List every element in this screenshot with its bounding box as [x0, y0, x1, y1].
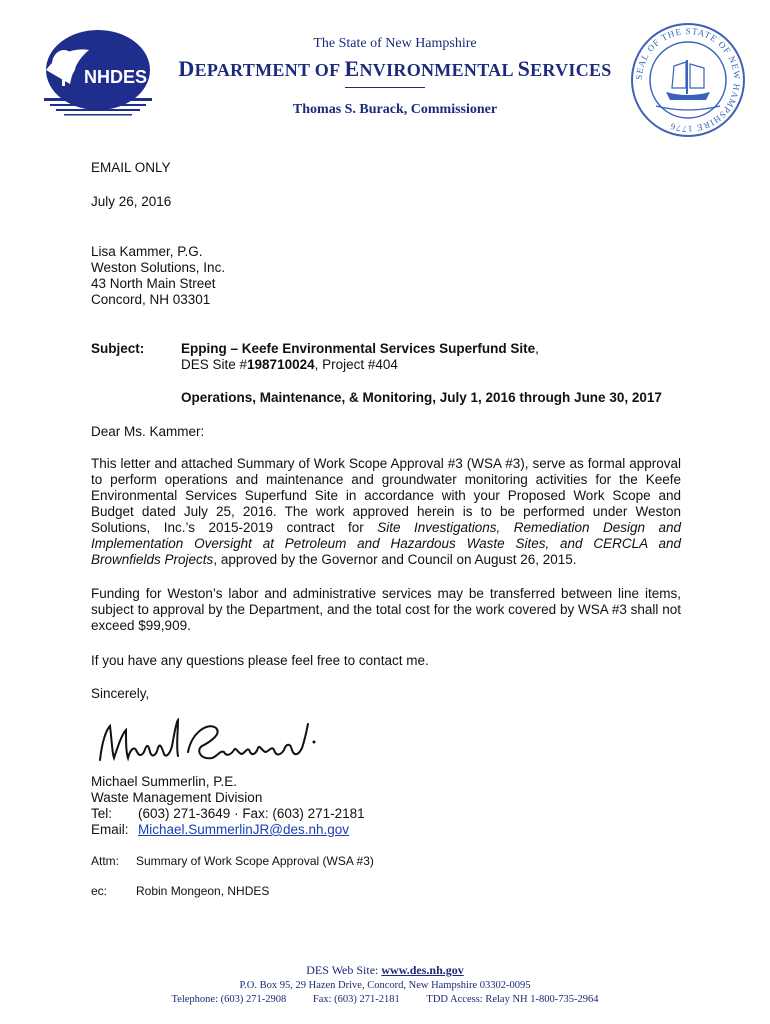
state-seal [630, 22, 746, 138]
subject-site-prefix: DES Site # [181, 357, 248, 372]
signer-email-label: Email: [91, 822, 129, 837]
footer-contacts [0, 994, 770, 1005]
department-word-2-rest: NVIRONMENTAL [359, 60, 518, 80]
footer-website-label: DES Web Site: [306, 963, 382, 977]
recipient-company: Weston Solutions, Inc. [91, 260, 226, 275]
contract-title: Site Investigations, Remediation Design and Implementation Oversight at Petroleum and Hazardous Waste Sites, and CERCLA and Brownfields Projects [91, 520, 681, 567]
footer-tdd: TDD Access: Relay NH 1-800-735-2964 [426, 994, 599, 1005]
subject-line-3: Operations, Maintenance, & Monitoring, July 1, 2016 through June 30, 2017 [181, 390, 662, 405]
department-word-1-initial: D [178, 56, 195, 81]
footer-address: P.O. Box 95, 29 Hazen Drive, Concord, New Hampshire 03302-0095 [239, 980, 531, 991]
subject-line-2 [181, 357, 398, 373]
letter-date: July 26, 2016 [91, 194, 172, 209]
department-word-3-rest: ERVICES [530, 60, 612, 80]
footer-website-link[interactable]: www.des.nh.gov [381, 963, 464, 977]
signer-tel-fax: (603) 271-3649 · Fax: (603) 271-2181 [138, 806, 365, 821]
paragraph-1-end: , approved by the Governor and Council on August 26, 2015. [213, 552, 577, 567]
footer-telephone: Telephone: (603) 271-2908 [171, 994, 287, 1005]
department-word-2-initial: E [344, 56, 360, 81]
subject-line-1-tail: , [535, 341, 539, 356]
signer-tel-label: Tel: [91, 806, 113, 821]
paragraph-2: Funding for Weston’s labor and administrative services may be transferred between line items, subject to approval by the Department, and the total cost for the work covered by WSA #3 shall not exceed $99,909. [91, 586, 681, 633]
subject-site-name: Epping – Keefe Environmental Services Superfund Site [181, 341, 536, 356]
handwritten-signature [92, 712, 332, 774]
attachments-value: Summary of Work Scope Approval (WSA #3) [136, 854, 374, 868]
closing: Sincerely, [91, 686, 150, 701]
cc-label: ec: [91, 884, 108, 898]
attachments-label: Attm: [91, 854, 120, 868]
state-name: The State of New Hampshire [313, 36, 477, 51]
cc-value: Robin Mongeon, NHDES [136, 884, 270, 898]
footer-fax: Fax: (603) 271-2181 [312, 994, 400, 1005]
nhdes-logo [34, 26, 164, 126]
nhdes-logo-text: NHDES [84, 67, 148, 87]
letterhead-divider [345, 87, 425, 88]
commissioner-line: Thomas S. Burack, Commissioner [292, 102, 498, 117]
subject-site-number: 198710024 [247, 357, 315, 372]
paragraph-1-text: This letter and attached Summary of Work Scope Approval #3 (WSA #3), serve as formal approval to perform operations and maintenance and groundwater monitoring activities for the Keefe Environmental Services Superfund Site in accordance with your Proposed Work Scope and Budget dated July 25, 2016. The work approved herein is to be performed under Weston Solutions, Inc.’s 2015-2019 contract for [91, 456, 681, 535]
department-name [170, 56, 620, 82]
recipient-street: 43 North Main Street [91, 276, 216, 291]
seal-text: SEAL OF THE STATE OF NEW HAMPSHIRE 1776 [633, 25, 743, 135]
signer-name: Michael Summerlin, P.E. [91, 774, 238, 789]
paragraph-3: If you have any questions please feel free to contact me. [91, 653, 429, 668]
salutation: Dear Ms. Kammer: [91, 424, 205, 439]
recipient-city: Concord, NH 03301 [91, 292, 211, 307]
department-word-3-initial: S [517, 56, 531, 81]
subject-project: , Project #404 [314, 357, 398, 372]
subject-label: Subject: [91, 341, 145, 356]
recipient-name: Lisa Kammer, P.G. [91, 244, 203, 259]
department-word-1-rest: EPARTMENT OF [194, 60, 345, 80]
subject-line-1 [181, 341, 539, 357]
delivery-method: EMAIL ONLY [91, 160, 171, 175]
footer-website [0, 963, 770, 978]
paragraph-1 [91, 456, 681, 568]
signer-division: Waste Management Division [91, 790, 263, 805]
signer-email-link[interactable]: Michael.SummerlinJR@des.nh.gov [138, 822, 350, 837]
